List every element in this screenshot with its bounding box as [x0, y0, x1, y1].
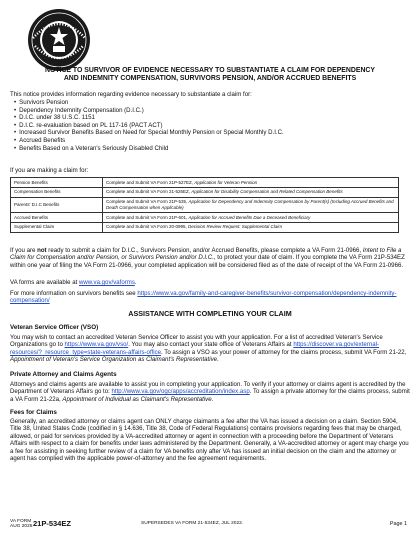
- private-attorney-heading: Private Attorney and Claims Agents: [10, 371, 117, 378]
- form-date: AUG 2025: [10, 524, 33, 530]
- list-item: • Survivors Pension: [14, 99, 284, 107]
- form-title: Application for Accrued Benefits Due a Deceased Beneficiary: [188, 214, 311, 220]
- form-title: Application for Disability Compensation and Related Compensation Benefits: [191, 189, 343, 195]
- vso-paragraph: [10, 334, 410, 364]
- private-form-title: Appointment of Individual as Claimant's Representative: [62, 395, 212, 403]
- survivor-benefits-link[interactable]: https://www.va.gov/family-and-caregiver-benefits/survivor-compensation/dependency-indemnity-compensation/: [10, 290, 397, 305]
- list-item: • Benefits Based on a Veteran's Seriously Disabled Child: [14, 145, 284, 153]
- fees-heading: Fees for Claims: [10, 409, 57, 416]
- forms-available-line: [10, 279, 410, 286]
- table-row: [11, 178, 399, 188]
- title-line-1: NOTICE TO SURVIVOR OF EVIDENCE NECESSARY TO SUBSTANTIATE A CLAIM FOR DEPENDENCY: [44, 67, 376, 74]
- vso-text-3: . To assign a VSO as your power of attorney for the claims process, submit VA Form 21-22,: [161, 348, 407, 356]
- table-cell-benefit: Pension Benefits: [11, 178, 103, 188]
- action-text: Complete and Submit VA Form 20-0995,: [106, 224, 187, 230]
- table-intro: If you are making a claim for:: [10, 167, 89, 174]
- action-text: Complete and Submit VA Form 21P-535,: [106, 199, 188, 205]
- vso-link[interactable]: https://www.va.gov/vso/: [64, 341, 129, 349]
- form-label: [10, 519, 32, 529]
- forms-available-end: .: [134, 279, 137, 286]
- list-item: • Increased Survivor Benefits Based on Need for Special Monthly Pension or Special Monthly D.I.C.: [14, 129, 284, 137]
- table-cell-action: [103, 222, 399, 232]
- vso-text-1: You may wish to contact an accredited Veteran Service Officer to assist you with your application. For a list of accredited Veteran's Service Organizations go to: [10, 334, 383, 349]
- page-title: [8, 67, 412, 83]
- private-text-1: Attorneys and claims agents are available to assist you in completing your application. To verify if your attorney or claims agent is accredited by the Department of Veterans Affairs go to:: [10, 381, 406, 396]
- intro-text: This notice provides information regarding evidence necessary to substantiate a claim for:: [10, 91, 252, 98]
- vso-text-2: . You may also contact your state office of Veterans Affairs at: [128, 341, 294, 349]
- list-item: • Accrued Benefits: [14, 137, 284, 145]
- intent-to-file-paragraph: [10, 247, 410, 269]
- table-row: [11, 187, 399, 197]
- intent-form-title: Intent to File a Claim for Compensation and/or Pension, or Survivors Pension and/or D.I.C.: [10, 247, 402, 262]
- page-number: Page 1: [389, 521, 407, 527]
- table-cell-action: [103, 187, 399, 197]
- state-office-link[interactable]: https://discover.va.gov/external-resources/?_resource_type=state-veterans-affairs-office: [10, 341, 380, 356]
- assistance-heading: ASSISTANCE WITH COMPLETING YOUR CLAIM: [128, 309, 292, 318]
- private-attorney-paragraph: [10, 381, 410, 403]
- accreditation-link[interactable]: http://www.va.gov/ogc/apps/accreditation/index.asp: [111, 388, 250, 396]
- vaforms-link[interactable]: www.va.gov/vaforms: [78, 279, 135, 286]
- list-item: • D.I.C. under 38 U.S.C. 1151: [14, 114, 284, 122]
- list-item: • Dependency Indemnity Compensation (D.I.C.): [14, 107, 284, 115]
- action-text: Complete and Submit VA Form 21-526EZ,: [106, 189, 190, 195]
- claim-types-list: [14, 99, 284, 152]
- vso-text-4: .: [217, 356, 219, 364]
- form-title: Application for Dependency and Indemnity Compensation by Parent(s) (Including Accrued Benefits and Death Compensation when Applicable): [106, 199, 394, 210]
- va-seal-icon: [27, 8, 91, 72]
- intent-text-1: If you are: [10, 247, 38, 254]
- action-text: Complete and Submit VA Form 21P-527EZ,: [106, 179, 193, 185]
- private-text-2: . To assign a private attorney for the claims process, submit a VA Form 21-22a,: [10, 388, 410, 403]
- action-text: Complete and Submit VA Form 21P-601,: [106, 214, 188, 220]
- more-info-line: [10, 290, 410, 305]
- benefits-table: [10, 177, 399, 233]
- supersedes-note: SUPERSEDES VA FORM 21-534EZ, JUL 2022.: [141, 521, 244, 526]
- table-row: [11, 212, 399, 222]
- table-cell-action: [103, 212, 399, 222]
- table-row: [11, 197, 399, 212]
- intent-text-2: ready to submit a claim for D.I.C., Survivors Pension, and/or Accrued Benefits, please complete a VA Form 21-0966,: [46, 247, 363, 254]
- private-text-3: .: [211, 395, 214, 403]
- page-footer: [10, 518, 410, 534]
- table-cell-action: [103, 178, 399, 188]
- table-cell-action: [103, 197, 399, 212]
- title-line-2: AND INDEMNITY COMPENSATION, SURVIVORS PENSION, AND/OR ACCRUED BENEFITS: [63, 75, 357, 83]
- form-title: Decision Review Request: Supplemental Claim: [187, 224, 283, 230]
- form-label-text: VA FORM: [10, 519, 32, 524]
- form-number: 21P-534EZ: [33, 519, 71, 528]
- form-title: Application for Veteran Pension: [194, 179, 258, 185]
- intent-bold: not: [37, 247, 47, 254]
- fees-paragraph: Generally, an accredited attorney or claims agent can ONLY charge claimants a fee after the VA has issued a decision on a claim. Section 5904, Title 38, United States Code (codified in § 14.636, Title 38, Code of Federal Regulations) contains provisions regarding fees that may be charged, allowed, or paid for services provided by a VA-accredited attorney or agent in connection with a proceeding before the Department of Veterans Affairs with respect to a claim for benefits under laws administered by the Department. Generally, a VA-accredited attorney or agent may charge you a fee for assisting in seeking further review of a claim for VA benefits only after VA has issued an initial decision on the claim and the attorney or agent has complied with the applicable power-of-attorney and the fee agreement requirements.: [10, 418, 409, 463]
- forms-available-text: VA forms are available at: [10, 279, 79, 286]
- table-cell-benefit: Accrued Benefits: [11, 212, 103, 222]
- vso-heading: Veteran Service Officer (VSO): [10, 324, 99, 331]
- table-row: [11, 222, 399, 232]
- table-cell-benefit: Supplemental Claim: [11, 222, 103, 232]
- table-cell-benefit: Compensation Benefits: [11, 187, 103, 197]
- intent-text-3: , to protect your date of claim. If you complete the VA Form 21P-534EZ within one year of filing the VA Form 21-0966, your completed application will be considered filed as of the date of receipt of the VA Form 21-0966.: [10, 254, 405, 269]
- vso-form-title: Appointment of Veteran's Service Organization as Claimant's Representative: [10, 356, 218, 364]
- table-cell-benefit: Parents' D.I.C Benefits: [11, 197, 103, 212]
- more-info-text: For more information on survivors benefits see: [10, 290, 138, 297]
- list-item: • D.I.C. re-evaluation based on PL 117-16 (PACT ACT): [14, 122, 284, 130]
